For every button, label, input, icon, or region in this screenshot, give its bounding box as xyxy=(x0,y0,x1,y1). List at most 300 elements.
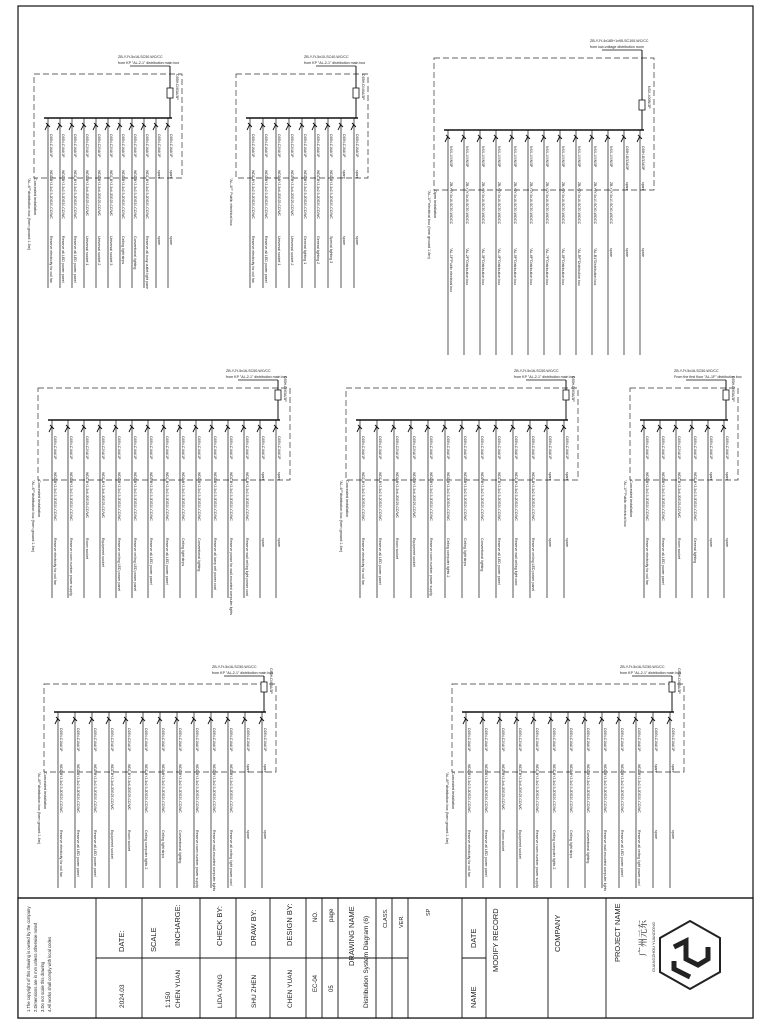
circuit-load: Reserve room number power supply xyxy=(429,538,433,596)
breaker-rating: C65N-C20A/1P xyxy=(677,436,681,460)
circuit xyxy=(374,420,382,598)
circuit-cable: spare xyxy=(342,170,346,179)
circuit xyxy=(174,712,182,888)
breaker-rating: C65N-C16A/1P xyxy=(661,436,665,460)
breaker-rating: C65N-C16A/1P xyxy=(725,436,729,460)
circuit-load: Universal socket 2 xyxy=(97,236,101,266)
design-label: DESIGN BY: xyxy=(285,903,294,946)
circuit-load: Reserve wall ceiling light cord xyxy=(514,538,518,586)
panel-install: Concealed installation xyxy=(345,480,349,518)
breaker-rating: C65N-C16A/1P xyxy=(467,728,471,752)
circuit-cable: WDZ-BYJ-3x4-JDG25-CC/WC xyxy=(97,170,101,216)
circuit xyxy=(45,118,53,288)
breaker-rating: NSX-100N/3P xyxy=(529,146,533,168)
circuit-load: spare xyxy=(609,248,613,257)
circuit-load: Equipment socket xyxy=(101,538,105,567)
circuit xyxy=(273,420,281,598)
circuit xyxy=(141,118,149,289)
circuit xyxy=(81,118,89,288)
breaker-rating: NSX-100N/3P xyxy=(593,146,597,168)
panel-caption: "AL-1F"electrical box (form ground 1.6m) xyxy=(427,190,431,259)
circuit-cable: WDZ-BYJ-3x2.5-JDG20-CC/WC xyxy=(467,764,471,813)
breaker-rating: C65N-C16A/1P xyxy=(693,436,697,460)
circuit-cable: WDZ-BYJ-3x2.5-JDG20-CC/WC xyxy=(181,472,185,521)
circuit xyxy=(561,420,569,598)
breaker-rating: NSX-100N/3P xyxy=(513,146,517,168)
feed-from: from KP "AL-2-1" distribution main box xyxy=(226,375,288,379)
panel-3 xyxy=(427,39,654,355)
breaker-rating: C65N-C16A/1P xyxy=(181,436,185,460)
incharge-label: INCHARGE: xyxy=(173,904,182,946)
breaker-rating: NSX-100N/3P xyxy=(449,146,453,168)
circuit xyxy=(667,712,675,888)
circuit-load: Reserve ceiling LED power panel xyxy=(133,538,137,592)
panel-8 xyxy=(445,665,684,891)
circuit-cable: ZB-YJY-5x16-SC50-WC/CC xyxy=(561,182,565,225)
breaker-rating: C65N-C20A/1P xyxy=(395,436,399,460)
circuit-cable: WDZ-BYJ-3x4-JDG25-CC/WC xyxy=(109,170,113,216)
circuit xyxy=(408,420,416,598)
breaker-rating: C65N-C16A/1P xyxy=(342,134,346,158)
circuit-load: Room socket xyxy=(677,538,681,559)
circuit-load: Reserve electricity for coil fan xyxy=(467,830,471,877)
circuit-load: Reserve all LED power panel xyxy=(661,538,665,585)
circuit-load: Universal socket 1 xyxy=(277,236,281,266)
panel-install: Concealed installation xyxy=(451,772,455,810)
breaker-rating: C65N-C16A/1P xyxy=(157,134,161,158)
breaker-rating: C65N-C16A/1P xyxy=(264,134,268,158)
circuit-load: Reserve all LED power panel xyxy=(165,538,169,585)
breaker-rating: C65N-C16A/1P xyxy=(246,728,250,752)
breaker-rating: C65N-C20A/1P xyxy=(85,436,89,460)
circuit-cable: WDZ-BYJ-3x4-JDG25-CC/WC xyxy=(677,472,681,518)
breaker-rating: C65N-C20A/1P xyxy=(290,134,294,158)
breaker-rating: C65N-C16A/1P xyxy=(552,728,556,752)
circuit-load: Room socket xyxy=(127,830,131,851)
feed-cable: ZB-YJY-5x16-SC50-WC/CC xyxy=(514,369,559,373)
circuit-cable: WDZ-BYJ-3x2.5-JDG20-CC/WC xyxy=(514,472,518,521)
feed-from: from KP "AL-2-1" distribution main box xyxy=(118,61,180,65)
circuit-cable: spare xyxy=(548,472,552,481)
circuit xyxy=(65,420,73,598)
breaker-rating: C65N-C16A/1P xyxy=(603,728,607,752)
circuit-load: Ceiling light strips xyxy=(181,538,185,567)
breaker-rating: C65N-C16A/1P xyxy=(263,728,267,752)
breaker-rating: C65N-C16A/1P xyxy=(149,436,153,460)
main-breaker-label: C65H-D/40A/3P xyxy=(361,74,365,100)
circuit-cable: WDZ-BYJ-3x2.5-JDG20-CC/WC xyxy=(61,170,65,219)
circuit-cable: WDZ-BYJ-3x2.5-JDG20-CC/WC xyxy=(117,472,121,521)
circuit xyxy=(260,118,268,288)
breaker-rating: C65N-C16A/1P xyxy=(195,728,199,752)
main-breaker-label: C65H-D/63A/3P xyxy=(731,376,735,402)
circuit-load: spare xyxy=(355,236,359,245)
circuit xyxy=(49,420,57,598)
circuit-cable: spare xyxy=(641,182,645,191)
breaker-rating: C65N-C16A/1P xyxy=(261,436,265,460)
circuit xyxy=(589,130,597,355)
circuit xyxy=(241,420,249,598)
circuit-cable: WDZ-BYJ-3x2.5-JDG20-CC/WC xyxy=(245,472,249,521)
breaker-rating: C65N-C16A/1P xyxy=(161,728,165,752)
breaker-rating: C65N-C16A/1P xyxy=(121,134,125,158)
circuit-cable: WDZ-BYJ-3x4-JDG25-CC/WC xyxy=(110,764,114,810)
circuit-load: Reserve wall-mounted computer lights xyxy=(212,830,216,892)
breaker-rating: C65N-C16A/1P xyxy=(671,728,675,752)
circuit-cable: WDZ-BYJ-3x2.5-JDG20-CC/WC xyxy=(49,170,53,219)
circuit-load: General lighting xyxy=(693,538,697,564)
breaker-rating: C65N-C16A/1P xyxy=(709,436,713,460)
breaker-rating: NSX-100N/3P xyxy=(497,146,501,168)
circuit xyxy=(493,130,501,355)
breaker-rating: C65N-C16A/1P xyxy=(61,134,65,158)
breaker-rating: NSX-100N/3P xyxy=(609,146,613,168)
circuit-cable: WDZ-BYJ-3x2.5-JDG20-CC/WC xyxy=(178,764,182,813)
feed-from: from low-voltage distribution room xyxy=(590,45,644,49)
breaker-rating: C65N-C16A/1P xyxy=(620,728,624,752)
circuit-cable: WDZ-BYJ-3x2.5-JDG20-CC/WC xyxy=(69,472,73,521)
circuit-load: spare xyxy=(654,830,658,839)
title-block xyxy=(18,898,753,1018)
circuit xyxy=(477,130,485,355)
circuit-load: spare xyxy=(277,538,281,547)
circuit-cable: spare xyxy=(725,472,729,481)
breaker-rating: C65N-C16A/1P xyxy=(497,436,501,460)
circuit-cable: WDZ-BYJ-3x2.5-JDG20-CC/WC xyxy=(133,472,137,521)
circuit-cable: WDZ-BYJ-3x2.5-JDG20-CC/WC xyxy=(603,764,607,813)
circuit xyxy=(573,130,581,355)
circuit xyxy=(650,712,658,888)
circuit xyxy=(476,420,484,598)
breaker-rating: C65N-C16A/1P xyxy=(53,436,57,460)
circuit-load: Ceiling light strips xyxy=(463,538,467,567)
main-breaker-label: C65H-D/63A/3P xyxy=(677,668,681,694)
circuit-load: Reserve all ceiling light power cord xyxy=(229,830,233,886)
circuit-cable: WDZ-BYJ-3x2.5-JDG20-CC/WC xyxy=(378,472,382,521)
circuit-load: spare xyxy=(671,830,675,839)
circuit-load: Reserve ceiling LED power panel xyxy=(117,538,121,592)
circuit xyxy=(157,712,165,888)
circuit-load: Universal socket 3 xyxy=(109,236,113,266)
circuit-load: Reserve electricity for coil fan xyxy=(361,538,365,585)
breaker-rating: C65N-C16A/1P xyxy=(133,134,137,158)
circuit xyxy=(527,420,535,598)
circuit-cable: WDZ-BYJ-3x2.5-JDG20-CC/WC xyxy=(429,472,433,521)
circuit xyxy=(165,118,173,288)
breaker-rating: C65N-C16A/1P xyxy=(145,134,149,158)
circuit-cable: WDZ-BYJ-3x2.5-JDG20-CC/WC xyxy=(73,170,77,219)
circuit xyxy=(657,420,665,598)
breaker-rating: C65N-C16A/1P xyxy=(586,728,590,752)
breaker-rating: C65N-C16A/1P xyxy=(378,436,382,460)
breaker-rating: C65N-C16A/1P xyxy=(229,436,233,460)
breaker-rating: C65N-C16A/1P xyxy=(645,436,649,460)
circuit xyxy=(605,130,613,355)
circuit-load: Conventional lighting xyxy=(586,830,590,864)
circuit-cable: WDZ-BYJ-3x4-JDG25-CC/WC xyxy=(101,472,105,518)
panel-2 xyxy=(229,55,368,288)
circuit-load: Reserve all lamp cell power cord xyxy=(213,538,217,590)
circuit-cable: WDZ-BYJ-3x4-JDG25-CC/WC xyxy=(501,764,505,810)
circuit-load: Reserve all busy outlet light pane xyxy=(145,236,149,289)
circuit-load: "AL-3F"Distribution box xyxy=(481,248,485,286)
note-3: 3.Do not scale this drawing xyxy=(40,961,45,1012)
circuit-cable: WDZ-BYJ-3x2.5-JDG20-CC/WC xyxy=(637,764,641,813)
circuit xyxy=(81,420,89,598)
circuit-load: spare xyxy=(641,248,645,257)
circuit-cable: WDZ-BYJ-3x4-JDG25-CC/WC xyxy=(395,472,399,518)
circuit-cable: WDZ-BYJ-3x2.5-JDG20-CC/WC xyxy=(484,764,488,813)
project-name-label: PROJECT NAME xyxy=(613,903,622,962)
circuit xyxy=(242,712,250,888)
breaker-rating: C65N-C16A/1P xyxy=(133,436,137,460)
circuit-cable: WDZ-BYJ-3x2.5-JDG20-CC/WC xyxy=(121,170,125,219)
circuit xyxy=(641,420,649,598)
modify-record-label: MODIFY RECORD xyxy=(491,908,500,972)
breaker-rating: C65N-C16A/1P xyxy=(446,436,450,460)
circuit-cable: WDZ-BYJ-3x2.5-JDG20-CC/WC xyxy=(197,472,201,521)
circuit xyxy=(140,712,148,888)
circuit-cable: ZB-YJY-5x10-SC40-WC/CC xyxy=(609,182,613,225)
panel-7 xyxy=(37,665,276,891)
breaker-rating: C65N-C16A/1P xyxy=(361,436,365,460)
circuit xyxy=(145,420,153,598)
circuit xyxy=(497,712,505,888)
breaker-rating: C65N-C16A/1P xyxy=(654,728,658,752)
diagram-area xyxy=(27,39,742,891)
circuit-load: "AL-8F"Distribution box xyxy=(561,248,565,286)
note-4: 4.All works shall comply with local codes xyxy=(47,936,52,1012)
scale-label: SCALE xyxy=(149,927,158,952)
check-value: LIDA YANG xyxy=(217,974,224,1008)
circuit-cable: WDZ-BYJ-3x4-JDG25-CC/WC xyxy=(85,170,89,216)
company-label: COMPANY xyxy=(553,914,562,952)
circuit-load: spare xyxy=(342,236,346,245)
circuit xyxy=(325,118,333,288)
circuit xyxy=(445,130,453,355)
circuit-load: spare xyxy=(625,248,629,257)
panel-caption: "AL-6F"distribution box (form ground 1.6m) xyxy=(445,772,449,845)
main-breaker-label: C65H-D/63A/3P xyxy=(269,668,273,694)
circuit-load: Reserve wall ceiling light power cord xyxy=(245,538,249,597)
circuit-cable: WDZ-BYJ-3x2.5-JDG20-CC/WC xyxy=(497,472,501,521)
circuit-load: Universal socket 1 xyxy=(85,236,89,266)
circuit xyxy=(257,420,265,598)
circuit-load: Reserve all LED power panel xyxy=(73,236,77,283)
circuit-cable: ZB-YJY-5x16-SC50-WC/CC xyxy=(449,182,453,225)
circuit xyxy=(493,420,501,598)
circuit xyxy=(721,420,729,598)
design-value: CHEN YUAN xyxy=(287,969,294,1008)
circuit-load: Room socket xyxy=(395,538,399,559)
circuit xyxy=(299,118,307,288)
breaker-rating: C65H-D/32A/3P xyxy=(625,146,629,171)
breaker-rating: C65N-C20A/1P xyxy=(109,134,113,158)
breaker-rating: C65N-C16A/1P xyxy=(463,436,467,460)
ver-label: VER. xyxy=(399,915,405,928)
class-label: CLASS. xyxy=(383,908,389,928)
circuit-cable: WDZ-BYJ-3x2.5-JDG20-CC/WC xyxy=(59,764,63,813)
circuit xyxy=(161,420,169,598)
circuit-load: Reserve all ceiling light power cord xyxy=(637,830,641,886)
circuit-load: Reserve all LED power panel xyxy=(497,538,501,585)
circuit xyxy=(191,712,199,888)
circuit-load: Room socket xyxy=(85,538,89,559)
circuit xyxy=(541,130,549,355)
circuit xyxy=(689,420,697,598)
circuit-load: spare xyxy=(709,538,713,547)
circuit-load: Reserve all LED power panel xyxy=(61,236,65,283)
circuit xyxy=(247,118,255,288)
main-breaker-symbol xyxy=(275,390,281,400)
circuit-cable: WDZ-BYJ-3x2.5-JDG20-CC/WC xyxy=(645,472,649,521)
page-value: 05 xyxy=(329,985,335,992)
main-breaker-symbol xyxy=(563,390,569,400)
circuit-cable: WDZ-BYJ-3x2.5-JDG20-CC/WC xyxy=(586,764,590,813)
breaker-rating: C65N-C16A/1P xyxy=(245,436,249,460)
circuit xyxy=(357,420,365,598)
main-breaker-symbol xyxy=(167,88,173,98)
breaker-rating: NSX-100N/3P xyxy=(577,146,581,168)
breaker-rating: C65N-C16A/1P xyxy=(303,134,307,158)
circuit-cable: spare xyxy=(246,764,250,773)
breaker-rating: C65N-C20A/1P xyxy=(501,728,505,752)
circuit xyxy=(113,420,121,598)
circuit-load: "AL-B1"Distribution box xyxy=(593,248,597,286)
breaker-rating: C65N-C16A/1P xyxy=(169,134,173,158)
circuit-cable: WDZ-BYJ-3x4-JDG25-CC/WC xyxy=(127,764,131,810)
feed-from: from KP "AL-2-1" distribution main box xyxy=(212,671,274,675)
circuit-load: Special lighting 3 xyxy=(329,236,333,264)
circuit xyxy=(565,712,573,888)
breaker-rating: C65N-C16A/1P xyxy=(213,436,217,460)
panel-install: Concealed installation xyxy=(43,772,47,810)
circuit-load: Conventional lighting xyxy=(480,538,484,572)
panel-caption: "AL-4F"distribution box (form ground 1.6m) xyxy=(27,178,31,251)
circuit-load: spare xyxy=(725,538,729,547)
circuit-load: Reserve electricity for coil fan xyxy=(53,538,57,585)
circuit xyxy=(705,420,713,598)
circuit-cable: WDZ-BYJ-3x2.5-JDG20-CC/WC xyxy=(620,764,624,813)
circuit xyxy=(637,130,645,355)
circuit xyxy=(621,130,629,355)
circuit xyxy=(97,420,105,598)
circuit-load: Conventional lighting xyxy=(178,830,182,864)
main-breaker-label: C65H-D/63A/3P xyxy=(283,376,287,402)
page-label: page xyxy=(329,908,335,922)
circuit-cable: WDZ-BYJ-3x2.5-JDG20-CC/WC xyxy=(661,472,665,521)
logo-text: 广州元东 xyxy=(638,919,648,956)
circuit-cable: WDZ-BYJ-3x2.5-JDG20-CC/WC xyxy=(161,764,165,813)
circuit-cable: WDZ-BYJ-3x2.5-JDG20-CC/WC xyxy=(213,472,217,521)
circuit-cable: spare xyxy=(263,764,267,773)
panel-install: Concealed installation xyxy=(37,480,41,518)
circuit xyxy=(509,130,517,355)
circuit xyxy=(106,712,114,888)
circuit-load: Reserve room number power supply xyxy=(69,538,73,596)
circuit xyxy=(153,118,161,288)
feed-cable: ZB-YJY-5x16-SC50-WC/CC xyxy=(674,369,719,373)
main-breaker-symbol xyxy=(669,682,675,692)
panel-caption: "AL-4F"distribution box (form ground 1.6m) xyxy=(339,480,343,553)
circuit-load: Conventional lighting xyxy=(197,538,201,572)
feed-cable: ZB-YJY-5x16-SC50-WC/CC xyxy=(212,665,257,669)
circuit-cable: ZB-YJY-5x16-SC50-WC/CC xyxy=(497,182,501,225)
breaker-rating: C65N-C16A/1P xyxy=(429,436,433,460)
main-breaker-label: C65H-D/63A/3P xyxy=(571,376,575,402)
breaker-rating: C65N-C16A/1P xyxy=(165,436,169,460)
circuit-cable: ZB-YJY-5x16-SC50-WC/CC xyxy=(481,182,485,225)
circuit xyxy=(105,118,113,288)
circuit-cable: spare xyxy=(671,764,675,773)
breaker-rating: C65N-C16A/1P xyxy=(531,436,535,460)
feed-from: from KP "AL-2-1" distribution main box xyxy=(514,375,576,379)
circuit-load: spare xyxy=(169,236,173,245)
circuit-load: "AL-5F"Distribution box xyxy=(513,248,517,286)
circuit-cable: WDZ-BYJ-3x2.5-JDG20-CC/WC xyxy=(569,764,573,813)
breaker-rating: C65N-C20A/1P xyxy=(518,728,522,752)
main-breaker-symbol xyxy=(261,682,267,692)
panel-5 xyxy=(339,369,578,598)
circuit-load: Ceiling computer lights 2 xyxy=(144,830,148,870)
circuit-cable: ZB-YJY-5x10-SC40-WC/CC xyxy=(593,182,597,225)
circuit-cable: WDZ-BYJ-3x2.5-JDG20-CC/WC xyxy=(535,764,539,813)
circuit-cable: WDZ-BYJ-3x2.5-JDG20-CC/WC xyxy=(229,472,233,521)
circuit-load: Equipment socket xyxy=(412,538,416,567)
circuit-cable: WDZ-BYJ-3x4-JDG25-CC/WC xyxy=(518,764,522,810)
circuit xyxy=(225,420,233,615)
circuit xyxy=(259,712,267,888)
circuit xyxy=(531,712,539,888)
circuit xyxy=(673,420,681,598)
circuit xyxy=(599,712,607,891)
circuit xyxy=(193,420,201,598)
circuit xyxy=(633,712,641,888)
circuit xyxy=(93,118,101,288)
circuit-load: Ceiling computer lights 2 xyxy=(446,538,450,578)
breaker-rating: C65N-C20A/1P xyxy=(85,134,89,158)
circuit xyxy=(548,712,556,888)
circuit-load: "AL-6F"Distribution box xyxy=(529,248,533,286)
breaker-rating: C65N-C16A/1P xyxy=(212,728,216,752)
circuit-cable: WDZ-BYJ-3x2.5-JDG20-CC/WC xyxy=(693,472,697,521)
circuit-load: Reserve room number power supply xyxy=(535,830,539,888)
incharge-value: CHEN YUAN xyxy=(175,969,182,1008)
circuit-load: Ceiling light strips xyxy=(161,830,165,859)
circuit xyxy=(312,118,320,288)
circuit xyxy=(208,712,216,891)
circuit-load: Reserve electricity for coil fan xyxy=(645,538,649,585)
circuit-load: Reserve all LED power panel xyxy=(76,830,80,877)
panel-caption: "AL-4F"distribution box (form ground 1.6m) xyxy=(31,480,35,553)
circuit-cable: WDZ-BYJ-3x2.5-JDG20-CC/WC xyxy=(480,472,484,521)
circuit-cable: WDZ-BYJ-3x2.5-JDG20-CC/WC xyxy=(165,472,169,521)
circuit-cable: WDZ-BYJ-3x2.5-JDG20-CC/WC xyxy=(552,764,556,813)
circuit-load: Reserve all LED power panel xyxy=(93,830,97,877)
circuit-load: Ceiling light strips xyxy=(569,830,573,859)
circuit xyxy=(463,712,471,888)
circuit-cable: WDZ-BYJ-3x4-JDG25-CC/WC xyxy=(85,472,89,518)
circuit xyxy=(129,118,137,288)
panel-caption: "AL-4F" Public electrical box xyxy=(229,178,233,226)
circuit-cable: WDZ-BYJ-3x2.5-JDG20-CC/WC xyxy=(446,472,450,521)
circuit xyxy=(525,130,533,355)
circuit-load: spare xyxy=(263,830,267,839)
main-breaker-symbol xyxy=(353,88,359,98)
circuit-cable: WDZ-BYJ-3x2.5-JDG20-CC/WC xyxy=(93,764,97,813)
main-breaker-label: C65H-D/63A/3P xyxy=(175,74,179,100)
no-label: NO. xyxy=(313,911,319,922)
